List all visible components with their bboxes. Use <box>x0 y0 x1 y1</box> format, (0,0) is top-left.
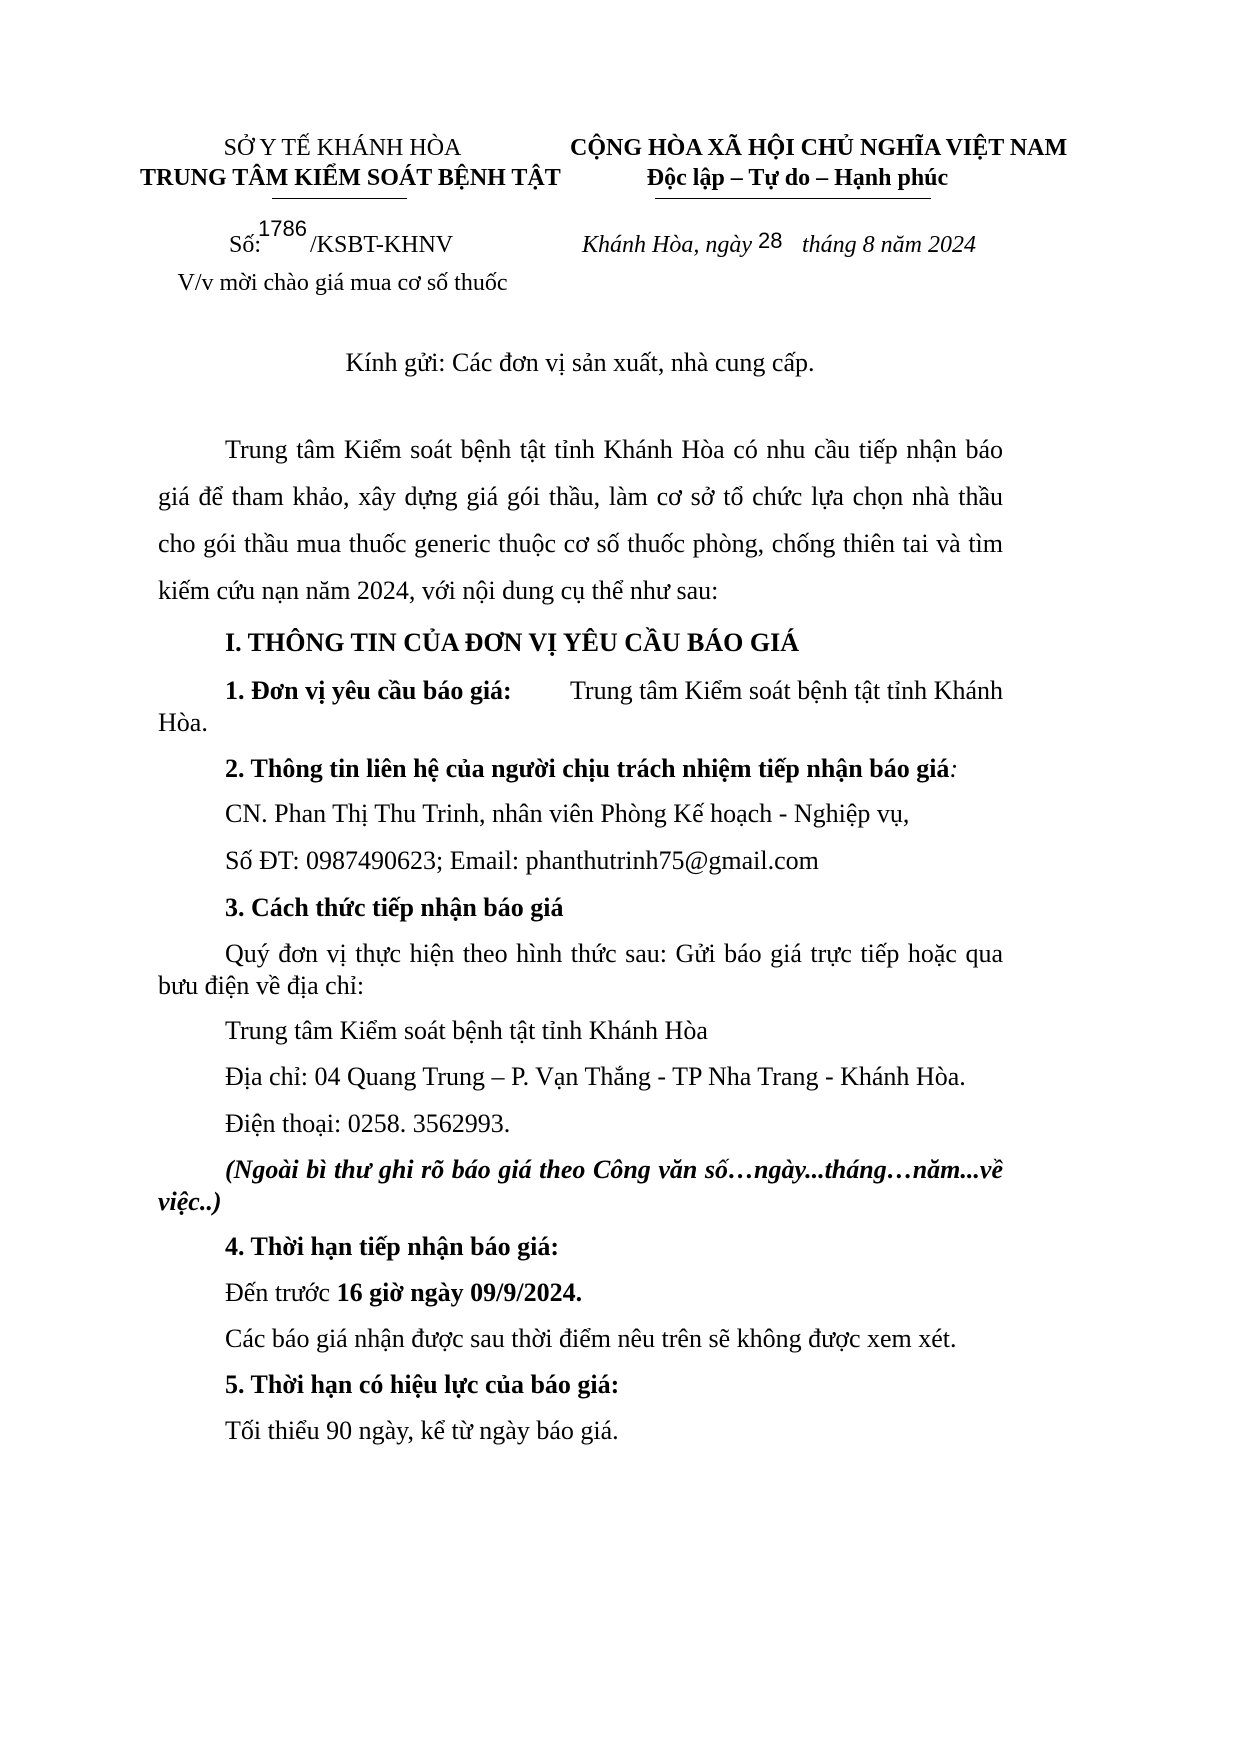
item-5-label: 5. Thời hạn có hiệu lực của báo giá: <box>225 1370 620 1399</box>
deadline-value: 16 giờ ngày 09/9/2024. <box>336 1278 583 1307</box>
item-1-text: Trung tâm Kiểm soát bệnh tật tỉnh Khánh <box>569 676 1003 705</box>
item-2-label: 2. Thông tin liên hệ của người chịu trách nhiệm tiếp nhận báo giá <box>225 754 950 783</box>
item-3-label: 3. Cách thức tiếp nhận báo giá <box>225 893 564 922</box>
deadline-note: Các báo giá nhận được sau thời điểm nêu trên sẽ không được xem xét. <box>225 1324 957 1353</box>
item-3-text-cont: bưu điện về địa chỉ: <box>158 971 365 1000</box>
nation-motto: Độc lập – Tự do – Hạnh phúc <box>646 165 949 191</box>
address-phone: Điện thoại: 0258. 3562993. <box>225 1109 511 1138</box>
item-2-heading <box>225 752 958 786</box>
intro-line-2: giá để tham khảo, xây dựng giá gói thầu, làm cơ sở tổ chức lựa chọn nhà thầu <box>158 482 1003 511</box>
item-1-line <box>225 674 1003 708</box>
item-1-label: 1. Đơn vị yêu cầu báo giá: <box>225 676 512 705</box>
item-4-label: 4. Thời hạn tiếp nhận báo giá: <box>225 1232 559 1261</box>
address-org: Trung tâm Kiểm soát bệnh tật tỉnh Khánh Hòa <box>225 1016 708 1045</box>
validity-text: Tối thiểu 90 ngày, kể từ ngày báo giá. <box>225 1416 619 1445</box>
recipient: Kính gửi: Các đơn vị sản xuất, nhà cung cấp. <box>345 348 815 377</box>
intro-line-4: kiếm cứu nạn năm 2024, với nội dung cụ thể như sau: <box>158 576 719 605</box>
doc-number-label: Số: <box>229 232 262 258</box>
item-1-text-cont: Hòa. <box>158 708 208 737</box>
agency-underline <box>272 198 407 199</box>
motto-underline <box>655 198 931 199</box>
agency-name: TRUNG TÂM KIỂM SOÁT BỆNH TẬT <box>140 165 561 191</box>
doc-number-suffix: /KSBT-KHNV <box>310 232 454 258</box>
deadline-line <box>225 1276 582 1310</box>
nation-title: CỘNG HÒA XÃ HỘI CHỦ NGHĨA VIỆT NAM <box>570 135 1068 161</box>
envelope-note-cont: việc..) <box>158 1187 222 1216</box>
contact-person: CN. Phan Thị Thu Trinh, nhân viên Phòng Kế hoạch - Nghiệp vụ, <box>225 799 910 828</box>
date-suffix: tháng 8 năm 2024 <box>802 232 976 258</box>
address-line: Địa chỉ: 04 Quang Trung – P. Vạn Thắng - TP Nha Trang - Khánh Hòa. <box>225 1062 966 1091</box>
doc-subject: V/v mời chào giá mua cơ số thuốc <box>177 270 508 296</box>
item-2-colon: : <box>949 754 959 783</box>
section-1-title: I. THÔNG TIN CỦA ĐƠN VỊ YÊU CẦU BÁO GIÁ <box>225 628 800 657</box>
date-day-handwritten: 28 <box>758 228 783 253</box>
intro-line-1: Trung tâm Kiểm soát bệnh tật tỉnh Khánh Hòa có nhu cầu tiếp nhận báo <box>225 435 1003 464</box>
item-3-text: Quý đơn vị thực hiện theo hình thức sau: Gửi báo giá trực tiếp hoặc qua <box>225 939 1003 968</box>
envelope-note: (Ngoài bì thư ghi rõ báo giá theo Công văn số…ngày...tháng…năm...về <box>225 1155 1003 1184</box>
deadline-prefix: Đến trước <box>225 1278 337 1307</box>
agency-parent: SỞ Y TẾ KHÁNH HÒA <box>223 135 462 161</box>
date-prefix: Khánh Hòa, ngày <box>582 232 752 258</box>
contact-phone-email: Số ĐT: 0987490623; Email: phanthutrinh75@gmail.com <box>225 846 819 875</box>
doc-number-handwritten: 1786 <box>258 216 307 241</box>
intro-line-3: cho gói thầu mua thuốc generic thuộc cơ số thuốc phòng, chống thiên tai và tìm <box>158 529 1003 558</box>
